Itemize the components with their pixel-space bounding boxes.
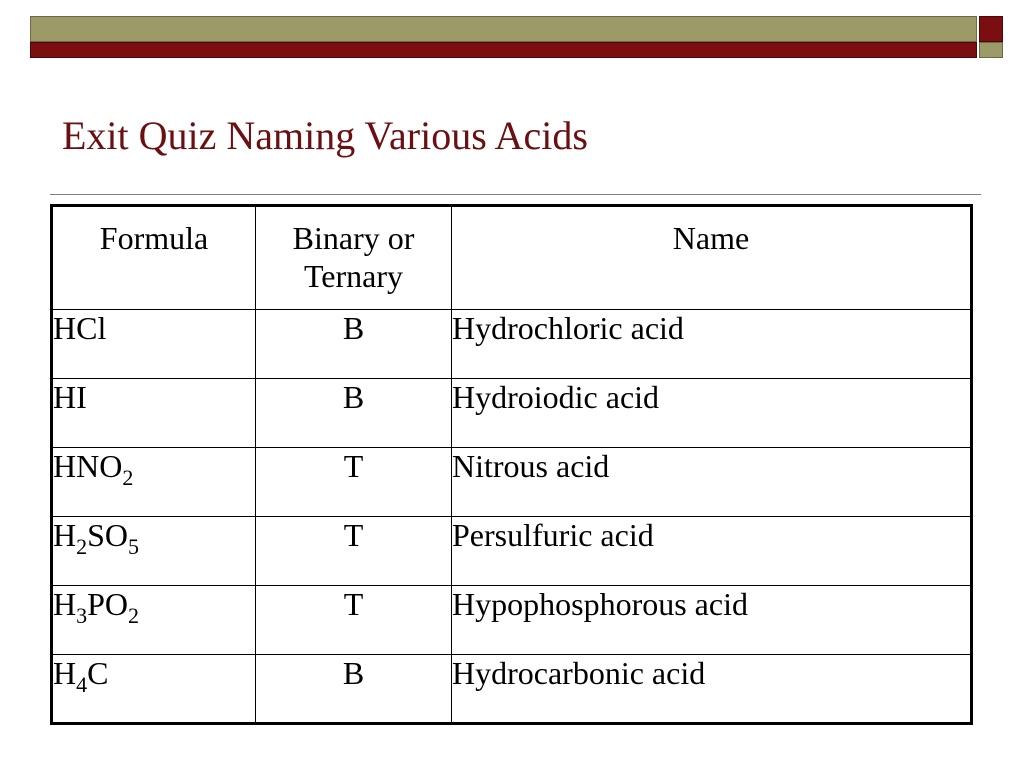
- slide-title: Exit Quiz Naming Various Acids: [62, 113, 588, 158]
- formula-text: H: [53, 655, 77, 691]
- formula-cell: [52, 448, 256, 517]
- formula-subscript: 2: [76, 534, 88, 559]
- formula-text: SO: [87, 517, 129, 553]
- name-cell: Hydrocarbonic acid: [452, 655, 972, 724]
- formula-cell: [52, 517, 256, 586]
- corner-square-maroon: [979, 16, 1003, 42]
- formula-subscript: 3: [76, 603, 88, 628]
- formula-cell: [52, 586, 256, 655]
- header-binary-or-ternary: [256, 206, 452, 310]
- table-row: [52, 517, 972, 586]
- formula-cell: [52, 379, 256, 448]
- header-name: Name: [452, 206, 972, 310]
- type-cell: T: [256, 586, 452, 655]
- formula-text: H: [53, 517, 77, 553]
- corner-square-olive: [979, 42, 1003, 58]
- formula-text: HNO: [53, 448, 123, 484]
- header-bar-olive: [30, 16, 977, 42]
- name-cell: Persulfuric acid: [452, 517, 972, 586]
- formula-cell: [52, 310, 256, 379]
- type-cell: B: [256, 310, 452, 379]
- type-cell: B: [256, 379, 452, 448]
- type-cell: B: [256, 655, 452, 724]
- formula-subscript: 2: [122, 465, 134, 490]
- name-cell: Hydroiodic acid: [452, 379, 972, 448]
- header-type-line2: Ternary: [303, 258, 404, 294]
- formula-text: C: [87, 655, 109, 691]
- table-body: [52, 310, 972, 724]
- formula-text: HI: [53, 379, 87, 415]
- acids-table: [50, 204, 973, 725]
- formula-text: PO: [87, 586, 129, 622]
- formula-subscript: 5: [128, 534, 140, 559]
- table-row: [52, 448, 972, 517]
- table-row: [52, 655, 972, 724]
- header-type-line1: Binary or: [292, 220, 415, 256]
- formula-text: HCl: [53, 310, 107, 346]
- formula-subscript: 2: [128, 603, 140, 628]
- table-header-row: [52, 206, 972, 310]
- header-formula: Formula: [52, 206, 256, 310]
- name-cell: Hydrochloric acid: [452, 310, 972, 379]
- type-cell: T: [256, 448, 452, 517]
- name-cell: Nitrous acid: [452, 448, 972, 517]
- formula-cell: [52, 655, 256, 724]
- table-row: [52, 310, 972, 379]
- name-cell: Hypophosphorous acid: [452, 586, 972, 655]
- table-row: [52, 586, 972, 655]
- type-cell: T: [256, 517, 452, 586]
- formula-subscript: 4: [76, 672, 88, 697]
- title-divider: [50, 194, 981, 195]
- header-bar-maroon: [30, 42, 977, 58]
- table-row: [52, 379, 972, 448]
- formula-text: H: [53, 586, 77, 622]
